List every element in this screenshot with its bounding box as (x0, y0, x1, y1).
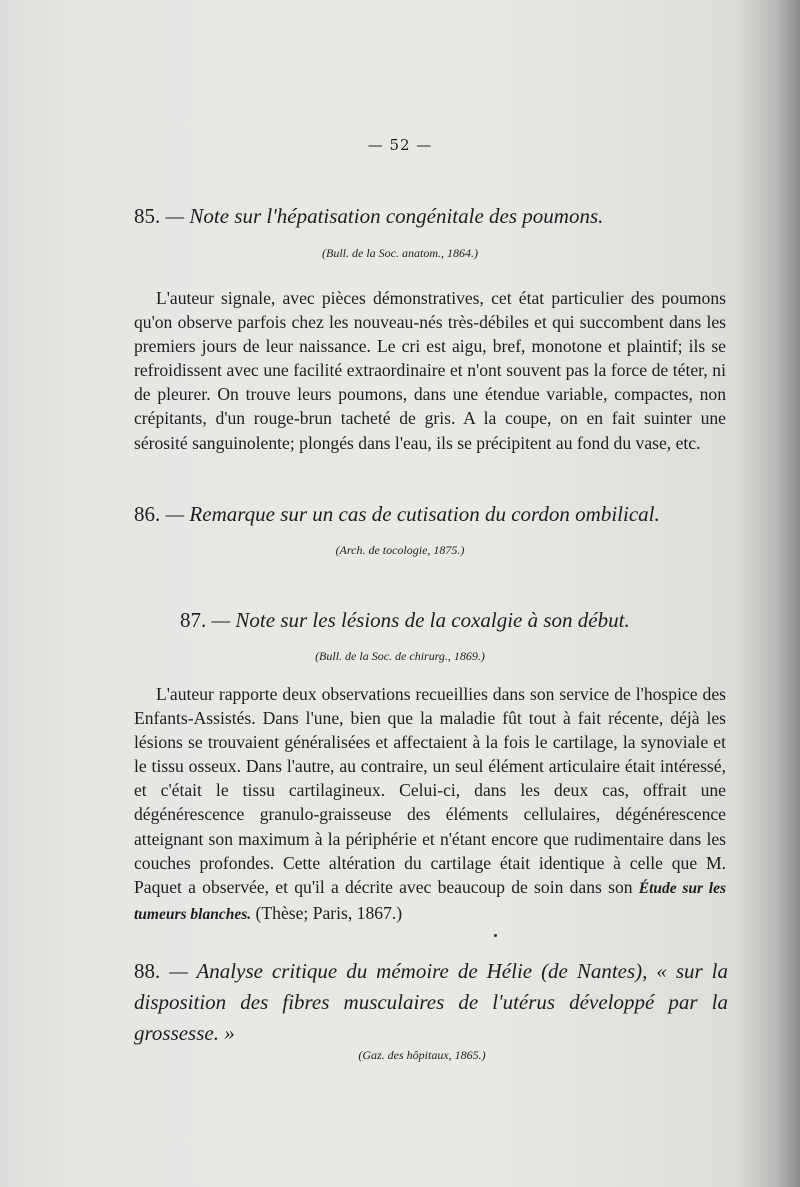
entry-number: 88. (134, 959, 161, 983)
entry-85-body: L'auteur signale, avec pièces démonstratives, cet état particulier des poumons qu'on observe parfois chez les nouveau-nés très-débiles et qui succombent dans les premiers jours de leur naissance. Le cri est aigu, bref, monotone et plaintif; ils se refroidissent avec une facilité extraordinaire et n'ont souvent pas la force de téter, ni de pleurer. On trouve leurs poumons, dans une étendue variable, compactes, non crépitants, d'un rouge-brun tacheté de gris. A la coupe, on en fait suinter une sérosité sanguinolente; plongés dans l'eau, ils se précipitent au fond du vase, etc. (134, 288, 726, 453)
page-number: — 52 — (367, 136, 433, 154)
entry-86-title (134, 498, 734, 530)
entry-86-source: (Arch. de tocologie, 1875.) (335, 543, 465, 557)
entry-85-source: (Bull. de la Soc. anatom., 1864.) (322, 246, 478, 260)
entry-87-body-end: (Thèse; Paris, 1867.) (255, 902, 403, 923)
entry-title-text: — Remarque sur un cas de cutisation du cordon ombilical. (165, 502, 660, 526)
entry-title-text: — Note sur l'hépatisation congénitale des poumons. (165, 204, 604, 228)
entry-87-title (180, 604, 740, 636)
entry-88-title (134, 956, 728, 1049)
entry-87-body-italic: Étude sur les tumeurs blanches. (134, 879, 726, 923)
entry-85-title (134, 200, 734, 232)
entry-number: 86. (134, 502, 161, 526)
entry-title-text: — Analyse critique du mémoire de Hélie (de Nantes), « sur la disposition des fibres musculaires de l'utérus développé par la grossesse. » (134, 959, 729, 1045)
entry-87-source: (Bull. de la Soc. de chirurg., 1869.) (315, 649, 485, 663)
entry-87-body (134, 682, 726, 927)
ink-dot (494, 934, 497, 937)
entry-number: 87. (180, 608, 207, 632)
entry-87-body-main: L'auteur rapporte deux observations recueillies dans son service de l'hospice des Enfants-Assistés. Dans l'une, bien que la maladie fût tout à fait récente, déjà les lésions se trouvaient généralisées et affectaient à la fois le cartilage, la synoviale et le tissu osseux. Dans l'autre, au contraire, un seul élément articulaire était intéressé, et c'était le tissu cartilagineux. Celui-ci, dans les deux cas, offrait une dégénérescence granulo-graisseuse des éléments cellulaires, dégénérescence atteignant son maximum à la périphérie et n'étant encore que rudimentaire dans les couches profondes. Cette altération du cartilage était identique à celle que M. Paquet a observée, et qu'il a décrite avec beaucoup de soin dans son (134, 684, 726, 897)
entry-88-source: (Gaz. des hôpitaux, 1865.) (358, 1048, 486, 1062)
entry-title-text: — Note sur les lésions de la coxalgie à son début. (211, 608, 630, 632)
entry-number: 85. (134, 204, 161, 228)
